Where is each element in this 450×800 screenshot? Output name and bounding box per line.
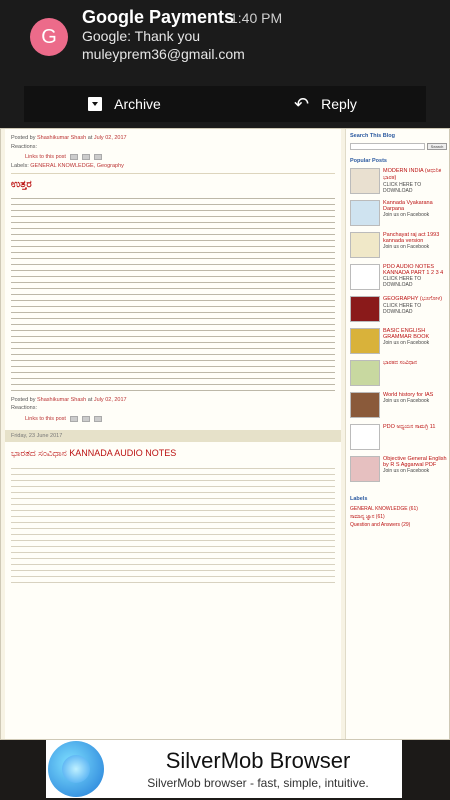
labels-widget — [346, 492, 450, 534]
post-2-meta: Posted by Shashikumar Shash at July 02, 2017 — [11, 396, 127, 403]
popular-post-title[interactable]: ಭಾರತದ ಸಂವಿಧಾನ — [383, 360, 418, 366]
label-link[interactable]: ಸಾಮಾನ್ಯ ಜ್ಞಾನ (61) — [350, 514, 385, 520]
popular-post-item[interactable] — [350, 424, 447, 450]
share-icon[interactable] — [94, 416, 102, 422]
share-icon[interactable] — [82, 416, 90, 422]
popular-post-thumbnail[interactable] — [350, 232, 380, 258]
post-2-body-text — [11, 195, 335, 395]
silvermob-logo-icon — [48, 741, 104, 797]
reply-label: Reply — [321, 96, 357, 112]
post-2-author-link[interactable]: Shashikumar Shash — [37, 396, 87, 403]
popular-post-item[interactable] — [350, 456, 447, 482]
post-1-links-row — [25, 154, 335, 161]
search-widget — [346, 129, 450, 154]
popular-post-item[interactable] — [350, 232, 447, 258]
popular-post-snippet: CLICK HERE TO DOWNLOAD — [383, 276, 422, 288]
popular-post-snippet: Join us on Facebook — [383, 212, 430, 218]
popular-post-title[interactable]: GEOGRAPHY (ಭೂಗೋಳ) — [383, 296, 443, 302]
notification-time: 1:40 PM — [230, 10, 283, 26]
silvermob-ad-banner[interactable] — [46, 740, 402, 798]
post-1-meta: Posted by Shashikumar Shash at July 02, 2017 — [11, 135, 127, 141]
popular-post-snippet: Join us on Facebook — [383, 398, 430, 404]
share-icon[interactable] — [94, 154, 102, 160]
popular-posts-widget — [346, 154, 450, 492]
share-icon[interactable] — [70, 416, 78, 422]
reply-icon: ↶ — [294, 94, 310, 114]
popular-post-snippet: Join us on Facebook — [383, 340, 430, 346]
popular-post-snippet: Join us on Facebook — [383, 468, 430, 474]
popular-post-thumbnail[interactable] — [350, 200, 380, 226]
post-3-title[interactable]: ಭಾರತದ ಸಂವಿಧಾನ KANNADA AUDIO NOTES — [11, 448, 177, 458]
popular-post-title[interactable]: PDO ಅಧ್ಯಯನ ಸಾಮಗ್ರಿ 11 — [383, 424, 436, 430]
post-2-date-link[interactable]: July 02, 2017 — [93, 396, 127, 403]
popular-post-thumbnail[interactable] — [350, 360, 380, 386]
popular-post-snippet: Join us on Facebook — [383, 244, 430, 250]
popular-post-item[interactable] — [350, 392, 447, 418]
blog-sidebar — [345, 129, 450, 740]
post-1-labels: Labels: GENERAL KNOWLEDGE, Geography — [11, 162, 124, 169]
notification-email: muleyprem36@gmail.com — [82, 46, 245, 62]
popular-post-snippet: CLICK HERE TO DOWNLOAD — [383, 303, 422, 315]
popular-post-thumbnail[interactable] — [350, 392, 380, 418]
blog-main-column — [5, 129, 341, 740]
popular-post-thumbnail[interactable] — [350, 456, 380, 482]
post-1-labels-link[interactable]: GENERAL KNOWLEDGE, Geography — [30, 162, 124, 169]
post-2-links-to-post[interactable]: Links to this post — [25, 415, 66, 422]
label-link[interactable]: GENERAL KNOWLEDGE (61) — [350, 506, 418, 512]
notification-actions — [24, 86, 426, 122]
popular-post-title[interactable]: MODERN INDIA (ಆಧುನಿಕ ಭಾರತ) — [383, 168, 442, 181]
post-2-title[interactable]: ಉತ್ತರ — [11, 179, 32, 190]
popular-post-title[interactable]: Kannada Vyakarana Darpana — [383, 200, 433, 212]
ad-title: SilverMob Browser — [165, 748, 351, 773]
date-header: Friday, 23 June 2017 — [5, 430, 341, 442]
popular-heading: Popular Posts — [350, 158, 387, 164]
popular-post-item[interactable] — [350, 296, 447, 322]
sender-avatar: G — [30, 18, 68, 56]
popular-post-thumbnail[interactable] — [350, 168, 380, 194]
browser-viewport[interactable] — [0, 128, 450, 740]
notification-card[interactable] — [0, 0, 450, 128]
archive-label: Archive — [114, 96, 161, 112]
post-1-author-link[interactable]: Shashikumar Shash — [37, 135, 87, 141]
ad-subtitle: SilverMob browser - fast, simple, intuitive. — [147, 776, 369, 790]
popular-post-thumbnail[interactable] — [350, 264, 380, 290]
divider — [11, 173, 335, 174]
post-2-links-row — [25, 416, 335, 423]
share-icon[interactable] — [70, 154, 78, 160]
search-heading: Search This Blog — [350, 133, 395, 139]
post-3-body — [11, 465, 335, 585]
post-1-reactions: Reactions: — [11, 143, 37, 150]
popular-post-item[interactable] — [350, 360, 447, 386]
search-button[interactable]: Search — [427, 143, 447, 150]
popular-post-item[interactable] — [350, 264, 447, 290]
popular-post-title[interactable]: PDO AUDIO NOTES KANNADA PART 1 2 3 4 — [383, 264, 444, 276]
label-link[interactable]: Question and Answers (29) — [350, 522, 411, 528]
popular-post-title[interactable]: World history for IAS — [383, 392, 434, 398]
post-1 — [5, 129, 341, 426]
post-1-date-link[interactable]: July 02, 2017 — [93, 135, 127, 141]
popular-post-title[interactable]: BASIC ENGLISH GRAMMAR BOOK — [383, 328, 430, 340]
archive-button[interactable] — [24, 86, 225, 122]
popular-post-snippet: CLICK HERE TO DOWNLOAD — [383, 182, 422, 194]
popular-post-thumbnail[interactable] — [350, 296, 380, 322]
popular-post-thumbnail[interactable] — [350, 424, 380, 450]
popular-post-title[interactable]: Objective General English by R S Aggarwal PDF — [383, 456, 447, 468]
popular-post-item[interactable] — [350, 200, 447, 226]
popular-post-title[interactable]: Panchayat raj act 1993 kannada version — [383, 232, 440, 244]
popular-post-item[interactable] — [350, 328, 447, 354]
notification-title: Google Payments — [82, 7, 235, 27]
reply-button[interactable] — [225, 86, 426, 122]
popular-post-thumbnail[interactable] — [350, 328, 380, 354]
post-1-links-to-post[interactable]: Links to this post — [25, 154, 66, 160]
notification-subtitle: Google: Thank you — [82, 28, 201, 44]
popular-post-item[interactable] — [350, 168, 447, 194]
share-icon[interactable] — [82, 154, 90, 160]
search-input[interactable] — [350, 143, 425, 150]
post-2-reactions: Reactions: — [11, 405, 37, 411]
labels-heading: Labels — [350, 496, 368, 502]
archive-icon — [88, 97, 102, 111]
